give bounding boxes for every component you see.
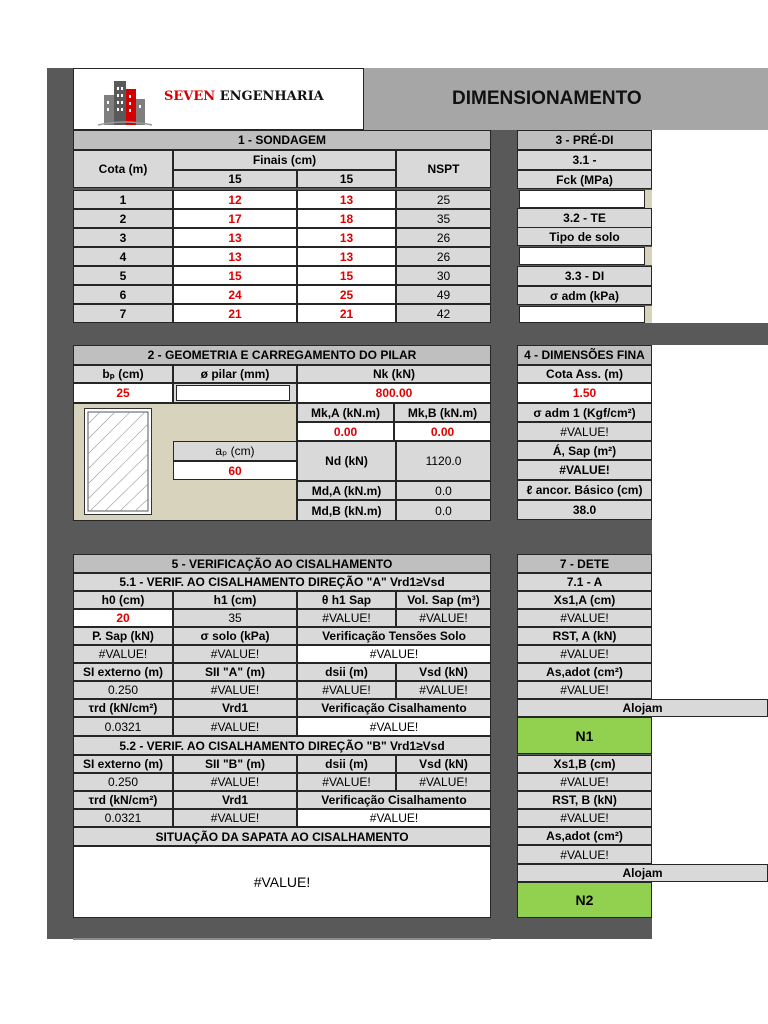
separator-band-right [652,323,768,345]
sondagem-row-5-f1[interactable]: 15 [173,266,297,285]
area-sap-value: #VALUE! [517,460,652,480]
cota-header: Cota (m) [73,150,173,188]
asb-value: #VALUE! [517,845,652,864]
theta-value: #VALUE! [297,609,396,627]
nd-label: Nd (kN) [297,441,396,481]
mka-label: Mk,A (kN.m) [297,403,394,422]
sondagem-row-7-f1[interactable]: 21 [173,304,297,323]
sigma-adm-input-edge [645,306,652,323]
sondagem-row-1-nspt: 25 [396,190,491,209]
nk-value[interactable]: 800.00 [297,383,491,403]
n2-cell: N2 [517,882,652,918]
b-verif-cis-value: #VALUE! [297,809,491,827]
a-trd-label: τrd (kN/cm²) [73,699,173,717]
cisalhamento-title: 5 - VERIFICAÇÃO AO CISALHAMENTO [73,554,491,573]
brand-name [164,89,324,104]
sondagem-row-2-f2[interactable]: 18 [297,209,396,228]
a-si-externo-value: 0.250 [73,681,173,699]
asa-value: #VALUE! [517,681,652,699]
alojamento-2-label: Alojam [517,864,768,882]
xs1b-label: Xs1,B (cm) [517,755,652,773]
b-dsii-value: #VALUE! [297,773,396,791]
nd-value: 1120.0 [396,441,491,481]
hatch-pattern-icon [85,409,151,514]
mdb-value: 0.0 [396,500,491,521]
pre-dim-sub-31: 3.1 - [517,150,652,170]
area-sap-label: Á, Sap (m²) [517,441,652,460]
ap-label: aₚ (cm) [173,441,297,461]
sondagem-row-2-f1[interactable]: 17 [173,209,297,228]
b-si-externo-value: 0.250 [73,773,173,791]
sondagem-row-1-f2[interactable]: 13 [297,190,396,209]
b-vrd-value: #VALUE! [173,809,297,827]
sondagem-row-5-cota: 5 [73,266,173,285]
sondagem-row-3-cota: 3 [73,228,173,247]
a-dsii-value: #VALUE! [297,681,396,699]
ancor-value: 38.0 [517,500,652,520]
tipo-solo-input[interactable] [519,247,645,265]
fck-label: Fck (MPa) [517,170,652,189]
vol-sap-value: #VALUE! [396,609,491,627]
sondagem-row-4-f1[interactable]: 13 [173,247,297,266]
sondagem-title: 1 - SONDAGEM [73,130,491,150]
b-vsd-value: #VALUE! [396,773,491,791]
psap-value: #VALUE! [73,645,173,663]
h1-label: h1 (cm) [173,591,297,609]
page-title: DIMENSIONAMENTO [364,68,652,130]
xs1a-value: #VALUE! [517,609,652,627]
b-sii-value: #VALUE! [173,773,297,791]
phi-pilar-label: ø pilar (mm) [173,365,297,383]
sondagem-row-7-cota: 7 [73,304,173,323]
sondagem-row-4-cota: 4 [73,247,173,266]
brand-rest: ENGENHARIA [215,89,324,104]
xs1a-label: Xs1,A (cm) [517,591,652,609]
rstb-label: RST, B (kN) [517,791,652,809]
asb-label: As,adot (cm²) [517,827,652,845]
tipo-solo-input-edge [645,247,652,265]
sondagem-row-2-nspt: 35 [396,209,491,228]
finais-sub-1: 15 [173,170,297,188]
mka-value[interactable]: 0.00 [297,422,394,441]
n1-cell: N1 [517,717,652,754]
sigma-adm1-label: σ adm 1 (Kgf/cm²) [517,403,652,422]
b-sii-label: SII "B" (m) [173,755,297,773]
cota-ass-label: Cota Ass. (m) [517,365,652,383]
sondagem-row-2-cota: 2 [73,209,173,228]
sigma-adm-label: σ adm (kPa) [517,286,652,305]
sondagem-row-7-nspt: 42 [396,304,491,323]
b-trd-label: τrd (kN/cm²) [73,791,173,809]
finais-sub-2: 15 [297,170,396,188]
h1-value: 35 [173,609,297,627]
a-vrd-label: Vrd1 [173,699,297,717]
sondagem-row-6-f1[interactable]: 24 [173,285,297,304]
a-vsd-label: Vsd (kN) [396,663,491,681]
pre-dim-sub-32: 3.2 - TE [517,208,652,228]
sigma-adm-input[interactable] [519,306,645,323]
ap-value[interactable]: 60 [173,461,297,480]
pre-dim-sub-33: 3.3 - DI [517,266,652,286]
cisalhamento-sub-b: 5.2 - VERIF. AO CISALHAMENTO DIREÇÃO "B" Vrd1≥Vsd [73,736,491,755]
xs1b-value: #VALUE! [517,773,652,791]
a-verif-cis-value: #VALUE! [297,717,491,736]
sondagem-row-3-f1[interactable]: 13 [173,228,297,247]
sondagem-row-3-f2[interactable]: 13 [297,228,396,247]
sondagem-row-4-f2[interactable]: 13 [297,247,396,266]
sondagem-row-1-f1[interactable]: 12 [173,190,297,209]
pre-dim-title: 3 - PRÉ-DI [517,130,652,150]
b-vrd-label: Vrd1 [173,791,297,809]
bp-value[interactable]: 25 [73,383,173,403]
mda-value: 0.0 [396,481,491,500]
fck-input-edge [645,190,652,208]
building-logo-icon [94,73,154,129]
ancor-label: ℓ ancor. Básico (cm) [517,480,652,500]
sondagem-row-5-nspt: 30 [396,266,491,285]
cisalhamento-sub-a: 5.1 - VERIF. AO CISALHAMENTO DIREÇÃO "A" Vrd1≥Vsd [73,573,491,591]
vol-sap-label: Vol. Sap (m³) [396,591,491,609]
theta-label: θ h1 Sap [297,591,396,609]
sigma-solo-value: #VALUE! [173,645,297,663]
header-band-right [652,68,768,130]
asa-label: As,adot (cm²) [517,663,652,681]
finais-header: Finais (cm) [173,150,396,170]
b-si-externo-label: SI externo (m) [73,755,173,773]
sondagem-row-6-cota: 6 [73,285,173,304]
nk-label: Nk (kN) [297,365,491,383]
h0-label: h0 (cm) [73,591,173,609]
a-dsii-label: dsii (m) [297,663,396,681]
geometria-title: 2 - GEOMETRIA E CARREGAMENTO DO PILAR [73,345,491,365]
situacao-label: SITUAÇÃO DA SAPATA AO CISALHAMENTO [73,827,491,846]
a-sii-label: SII "A" (m) [173,663,297,681]
a-vsd-value: #VALUE! [396,681,491,699]
sondagem-row-1-cota: 1 [73,190,173,209]
b-verif-cis-label: Verificação Cisalhamento [297,791,491,809]
rsta-value: #VALUE! [517,645,652,663]
armadura-title: 7 - DETE [517,554,652,573]
sigma-solo-label: σ solo (kPa) [173,627,297,645]
verif-tensoes-value: #VALUE! [297,645,491,663]
sondagem-row-6-nspt: 49 [396,285,491,304]
phi-pilar-input[interactable] [176,385,290,401]
mda-label: Md,A (kN.m) [297,481,396,500]
rsta-label: RST, A (kN) [517,627,652,645]
psap-label: P. Sap (kN) [73,627,173,645]
a-si-externo-label: SI externo (m) [73,663,173,681]
tipo-solo-label: Tipo de solo [517,227,652,246]
b-dsii-label: dsii (m) [297,755,396,773]
sondagem-row-4-nspt: 26 [396,247,491,266]
situacao-value: #VALUE! [73,846,491,918]
a-trd-value: 0.0321 [73,717,173,736]
a-sii-value: #VALUE! [173,681,297,699]
rstb-value: #VALUE! [517,809,652,827]
b-vsd-label: Vsd (kN) [396,755,491,773]
mdb-label: Md,B (kN.m) [297,500,396,521]
blank-area-right [652,130,768,323]
sheet-bottom-line [73,938,491,940]
armadura-sub-71: 7.1 - A [517,573,652,591]
fck-input[interactable] [519,190,645,208]
alojamento-1-label: Alojam [517,699,768,717]
b-trd-value: 0.0321 [73,809,173,827]
sigma-adm1-value: #VALUE! [517,422,652,441]
a-vrd-value: #VALUE! [173,717,297,736]
nspt-header: NSPT [396,150,491,188]
mkb-value[interactable]: 0.00 [394,422,491,441]
brand-accent: SEVEN [164,89,216,104]
sondagem-row-7-f2[interactable]: 21 [297,304,396,323]
a-verif-cis-label: Verificação Cisalhamento [297,699,491,717]
sondagem-row-3-nspt: 26 [396,228,491,247]
mkb-label: Mk,B (kN.m) [394,403,491,422]
verif-tensoes-label: Verificação Tensões Solo [297,627,491,645]
h0-value[interactable]: 20 [73,609,173,627]
cota-ass-value[interactable]: 1.50 [517,383,652,403]
dimensoes-title: 4 - DIMENSÕES FINA [517,345,652,365]
sondagem-row-6-f2[interactable]: 25 [297,285,396,304]
pillar-section-drawing [84,408,152,515]
bp-label: bₚ (cm) [73,365,173,383]
sondagem-row-5-f2[interactable]: 15 [297,266,396,285]
